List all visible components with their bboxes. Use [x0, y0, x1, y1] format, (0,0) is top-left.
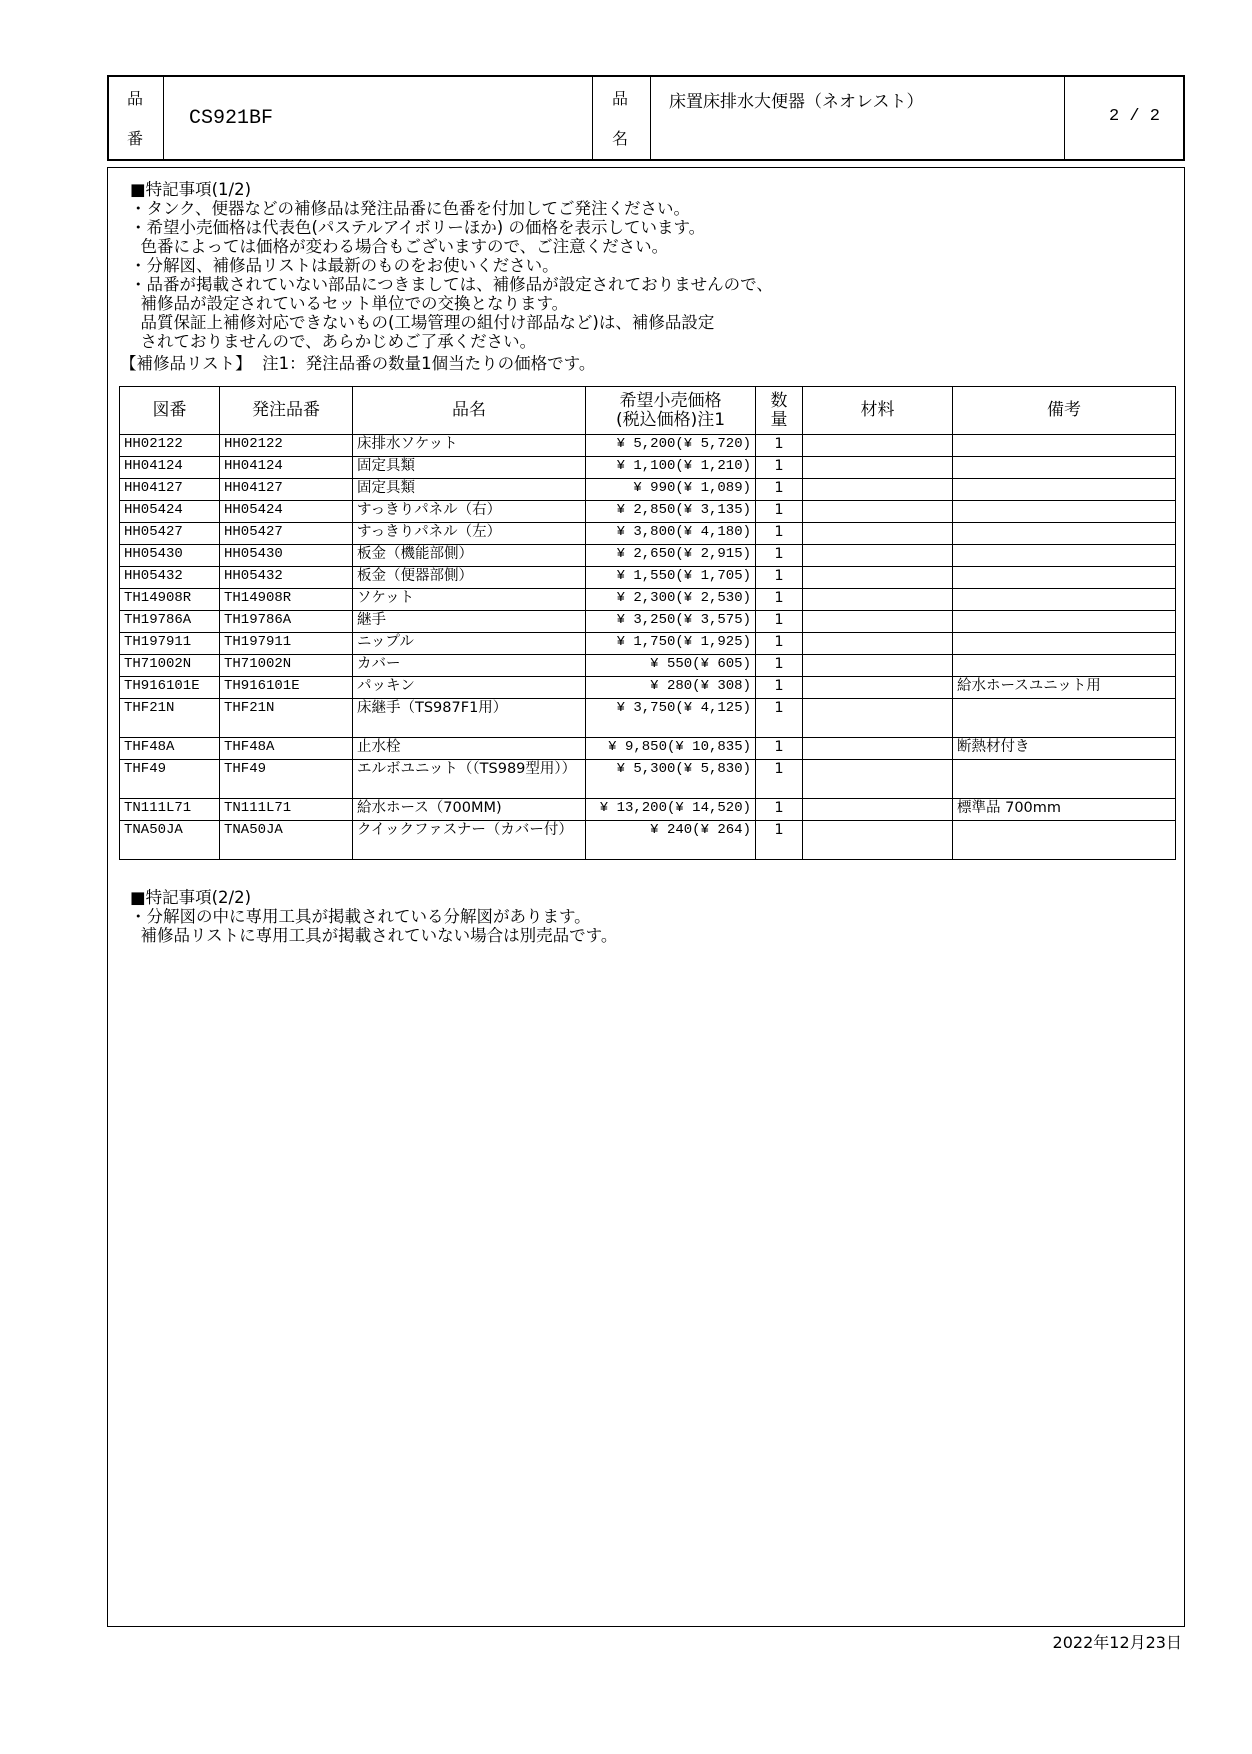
- cell-material: [803, 677, 953, 699]
- table-row: [120, 523, 1176, 545]
- table-row: [120, 738, 1176, 760]
- cell-order: TH916101E: [220, 677, 353, 699]
- hinban-label-2: 番: [127, 129, 144, 148]
- cell-qty: 1: [756, 457, 803, 479]
- note-line: 補修品リストに専用工具が掲載されていない場合は別売品です。: [130, 926, 618, 945]
- cell-price: ¥ 13,200(¥ 14,520): [586, 799, 756, 821]
- cell-remarks: [953, 633, 1176, 655]
- note-line: ■特記事項(1/2): [130, 180, 252, 199]
- cell-order: HH05427: [220, 523, 353, 545]
- cell-code: TH19786A: [120, 611, 220, 633]
- col-header-qty: [756, 387, 803, 435]
- cell-order: HH05430: [220, 545, 353, 567]
- cell-qty: 1: [756, 435, 803, 457]
- cell-name: 止水栓: [353, 738, 586, 760]
- cell-order: HH04127: [220, 479, 353, 501]
- cell-price: ¥ 3,800(¥ 4,180): [586, 523, 756, 545]
- page-number: 2 / 2: [1109, 107, 1161, 126]
- cell-name: 固定具類: [353, 457, 586, 479]
- cell-remarks: [953, 760, 1176, 799]
- table-row: [120, 821, 1176, 860]
- cell-material: [803, 501, 953, 523]
- col-header-qty-1: 数: [770, 390, 788, 411]
- cell-qty: 1: [756, 760, 803, 799]
- cell-qty: 1: [756, 655, 803, 677]
- cell-remarks: [953, 699, 1176, 738]
- cell-order: HH05432: [220, 567, 353, 589]
- cell-qty: 1: [756, 821, 803, 860]
- hinban-label-cell: [109, 77, 163, 159]
- note-line: ・分解図、補修品リストは最新のものをお使いください。: [130, 256, 559, 275]
- cell-material: [803, 589, 953, 611]
- cell-price: ¥ 3,250(¥ 3,575): [586, 611, 756, 633]
- cell-remarks: [953, 435, 1176, 457]
- cell-price: ¥ 3,750(¥ 4,125): [586, 699, 756, 738]
- cell-material: [803, 523, 953, 545]
- cell-price: ¥ 1,100(¥ 1,210): [586, 457, 756, 479]
- cell-name: ニップル: [353, 633, 586, 655]
- cell-price: ¥ 2,300(¥ 2,530): [586, 589, 756, 611]
- note-line: 品質保証上補修対応できないもの(工場管理の組付け部品など)は、補修品設定: [130, 313, 715, 332]
- cell-remarks: 標準品 700mm: [953, 799, 1176, 821]
- cell-price: ¥ 240(¥ 264): [586, 821, 756, 860]
- table-row: [120, 677, 1176, 699]
- cell-name: 固定具類: [353, 479, 586, 501]
- parts-table: [119, 386, 1176, 860]
- cell-remarks: [953, 479, 1176, 501]
- cell-order: TNA50JA: [220, 821, 353, 860]
- col-header-price-1: 希望小売価格: [619, 390, 722, 411]
- cell-qty: 1: [756, 799, 803, 821]
- cell-name: パッキン: [353, 677, 586, 699]
- cell-code: HH04124: [120, 457, 220, 479]
- cell-order: HH02122: [220, 435, 353, 457]
- col-header-name: 品名: [353, 387, 586, 435]
- parts-table-body: [120, 435, 1176, 860]
- cell-code: HH05427: [120, 523, 220, 545]
- cell-material: [803, 655, 953, 677]
- note-line: されておりませんので、あらかじめご了承ください。: [130, 332, 537, 351]
- cell-remarks: [953, 589, 1176, 611]
- table-row: [120, 589, 1176, 611]
- special-notes-1: [130, 180, 773, 351]
- table-row: [120, 611, 1176, 633]
- cell-qty: 1: [756, 545, 803, 567]
- cell-material: [803, 435, 953, 457]
- cell-order: TN111L71: [220, 799, 353, 821]
- cell-material: [803, 479, 953, 501]
- cell-material: [803, 760, 953, 799]
- cell-remarks: [953, 567, 1176, 589]
- cell-code: HH02122: [120, 435, 220, 457]
- col-header-code: 図番: [120, 387, 220, 435]
- cell-name: 板金（便器部側）: [353, 567, 586, 589]
- cell-material: [803, 799, 953, 821]
- parts-list-title: 【補修品リスト】 注1：発注品番の数量1個当たりの価格です。: [120, 354, 596, 373]
- col-header-price-2: (税込価格)注1: [615, 409, 726, 430]
- col-header-material: 材料: [803, 387, 953, 435]
- cell-remarks: [953, 611, 1176, 633]
- cell-name: 継手: [353, 611, 586, 633]
- cell-price: ¥ 5,200(¥ 5,720): [586, 435, 756, 457]
- note-line: ・タンク、便器などの補修品は発注品番に色番を付加してご発注ください。: [130, 199, 691, 218]
- product-code: CS921BF: [189, 107, 274, 130]
- col-header-price: [586, 387, 756, 435]
- cell-qty: 1: [756, 633, 803, 655]
- cell-order: THF49: [220, 760, 353, 799]
- cell-order: TH71002N: [220, 655, 353, 677]
- cell-code: HH04127: [120, 479, 220, 501]
- cell-material: [803, 633, 953, 655]
- note-line: ・品番が掲載されていない部品につきましては、補修品が設定されておりませんので、: [130, 275, 773, 294]
- cell-material: [803, 821, 953, 860]
- cell-remarks: 断熱材付き: [953, 738, 1176, 760]
- cell-code: TN111L71: [120, 799, 220, 821]
- cell-order: TH14908R: [220, 589, 353, 611]
- note-line: ・希望小売価格は代表色(パステルアイボリーほか) の価格を表示しています。: [130, 218, 706, 237]
- cell-price: ¥ 9,850(¥ 10,835): [586, 738, 756, 760]
- header-box: [107, 75, 1185, 161]
- cell-remarks: 給水ホースユニット用: [953, 677, 1176, 699]
- table-row: [120, 760, 1176, 799]
- cell-code: TH14908R: [120, 589, 220, 611]
- cell-order: HH05424: [220, 501, 353, 523]
- table-row: [120, 567, 1176, 589]
- cell-remarks: [953, 545, 1176, 567]
- note-line: ・分解図の中に専用工具が掲載されている分解図があります。: [130, 907, 591, 926]
- cell-material: [803, 567, 953, 589]
- cell-material: [803, 611, 953, 633]
- note-line: 補修品が設定されているセット単位での交換となります。: [130, 294, 569, 313]
- cell-order: TH19786A: [220, 611, 353, 633]
- content-frame: [107, 167, 1185, 1627]
- cell-material: [803, 699, 953, 738]
- cell-material: [803, 738, 953, 760]
- table-row: [120, 435, 1176, 457]
- cell-code: HH05432: [120, 567, 220, 589]
- cell-code: THF48A: [120, 738, 220, 760]
- cell-code: HH05430: [120, 545, 220, 567]
- cell-price: ¥ 1,750(¥ 1,925): [586, 633, 756, 655]
- cell-qty: 1: [756, 589, 803, 611]
- table-row: [120, 699, 1176, 738]
- cell-name: すっきりパネル（右）: [353, 501, 586, 523]
- cell-code: TH71002N: [120, 655, 220, 677]
- hinmei-label-cell: [592, 77, 650, 159]
- cell-code: THF49: [120, 760, 220, 799]
- cell-order: THF21N: [220, 699, 353, 738]
- cell-order: TH197911: [220, 633, 353, 655]
- cell-qty: 1: [756, 523, 803, 545]
- issue-date: 2022年12月23日: [1052, 1633, 1182, 1652]
- cell-qty: 1: [756, 567, 803, 589]
- cell-qty: 1: [756, 611, 803, 633]
- cell-name: 板金（機能部側）: [353, 545, 586, 567]
- cell-qty: 1: [756, 501, 803, 523]
- cell-remarks: [953, 457, 1176, 479]
- cell-remarks: [953, 501, 1176, 523]
- col-header-order: 発注品番: [220, 387, 353, 435]
- table-row: [120, 479, 1176, 501]
- note-line: ■特記事項(2/2): [130, 888, 252, 907]
- cell-price: ¥ 990(¥ 1,089): [586, 479, 756, 501]
- cell-remarks: [953, 655, 1176, 677]
- cell-name: 給水ホース（700MM): [353, 799, 586, 821]
- cell-code: THF21N: [120, 699, 220, 738]
- cell-name: クイックファスナー（カバー付）: [353, 821, 586, 860]
- cell-name: カバー: [353, 655, 586, 677]
- cell-remarks: [953, 523, 1176, 545]
- cell-material: [803, 457, 953, 479]
- cell-price: ¥ 5,300(¥ 5,830): [586, 760, 756, 799]
- note-line: 色番によっては価格が変わる場合もございますので、ご注意ください。: [130, 237, 669, 256]
- cell-code: TH197911: [120, 633, 220, 655]
- cell-order: THF48A: [220, 738, 353, 760]
- cell-price: ¥ 2,850(¥ 3,135): [586, 501, 756, 523]
- table-row: [120, 799, 1176, 821]
- cell-remarks: [953, 821, 1176, 860]
- cell-price: ¥ 2,650(¥ 2,915): [586, 545, 756, 567]
- cell-name: エルボユニット（（TS989型用））: [353, 760, 586, 799]
- product-name: 床置床排水大便器（ネオレスト）: [669, 92, 924, 112]
- table-row: [120, 655, 1176, 677]
- table-row: [120, 633, 1176, 655]
- table-row: [120, 457, 1176, 479]
- cell-order: HH04124: [220, 457, 353, 479]
- cell-price: ¥ 280(¥ 308): [586, 677, 756, 699]
- cell-code: HH05424: [120, 501, 220, 523]
- table-row: [120, 501, 1176, 523]
- special-notes-2: [130, 888, 617, 945]
- cell-code: TH916101E: [120, 677, 220, 699]
- cell-name: ソケット: [353, 589, 586, 611]
- cell-material: [803, 545, 953, 567]
- col-header-remarks: 備考: [953, 387, 1176, 435]
- hinban-label-1: 品: [127, 89, 144, 108]
- col-header-qty-2: 量: [770, 409, 788, 430]
- cell-name: すっきりパネル（左）: [353, 523, 586, 545]
- table-row: [120, 545, 1176, 567]
- cell-name: 床排水ソケット: [353, 435, 586, 457]
- cell-price: ¥ 1,550(¥ 1,705): [586, 567, 756, 589]
- cell-qty: 1: [756, 479, 803, 501]
- cell-code: TNA50JA: [120, 821, 220, 860]
- cell-qty: 1: [756, 699, 803, 738]
- cell-qty: 1: [756, 738, 803, 760]
- hinmei-label-2: 名: [612, 129, 629, 148]
- table-header-row: [120, 387, 1176, 435]
- hinmei-label-1: 品: [612, 89, 629, 108]
- cell-name: 床継手（TS987F1用）: [353, 699, 586, 738]
- cell-qty: 1: [756, 677, 803, 699]
- cell-price: ¥ 550(¥ 605): [586, 655, 756, 677]
